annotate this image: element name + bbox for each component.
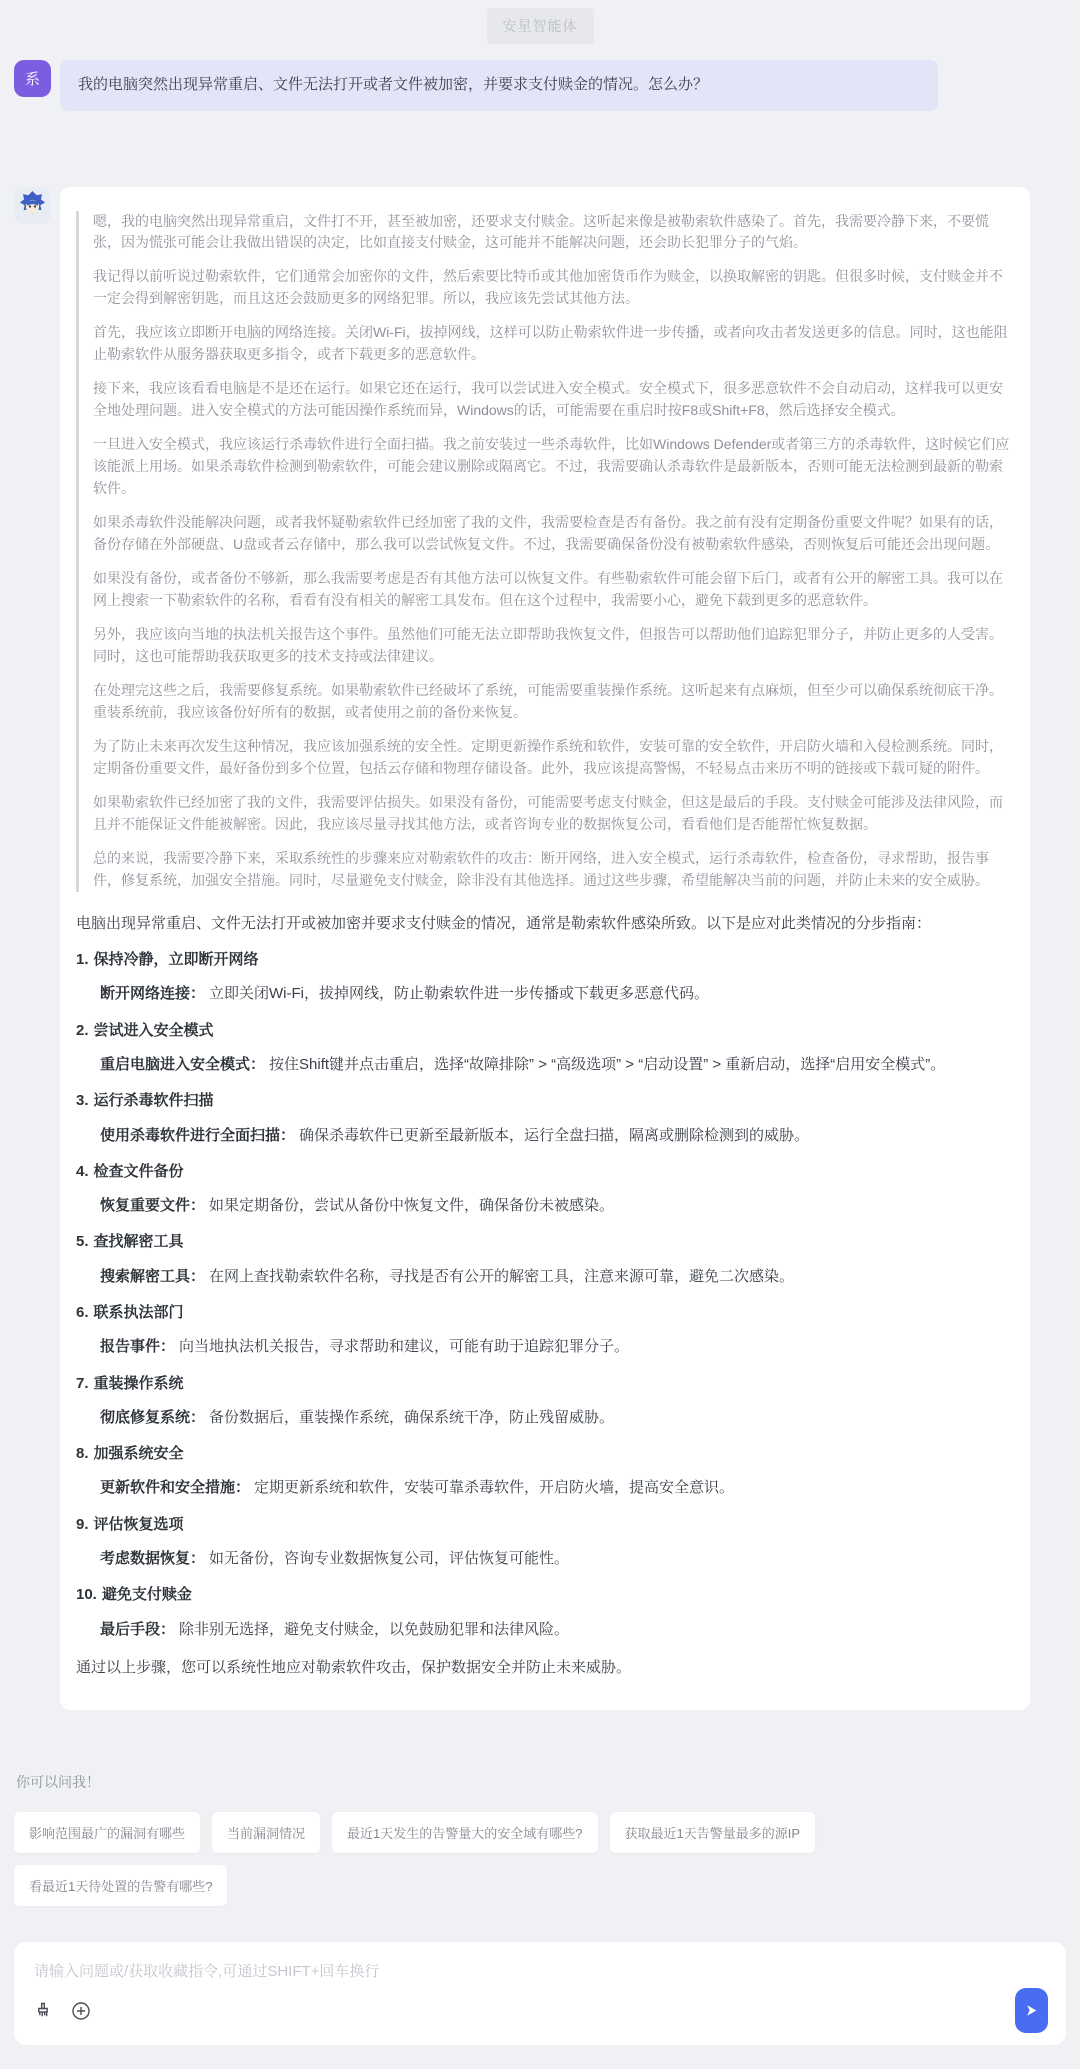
answer-step: [76, 1089, 1014, 1148]
step-description: 除非别无选择，避免支付赎金，以免鼓励犯罪和法律风险。: [179, 1620, 570, 1638]
user-message-bubble: 我的电脑突然出现异常重启、文件无法打开或者文件被加密，并要求支付赎金的情况。怎么办？: [60, 60, 938, 111]
assistant-avatar-icon: [14, 187, 51, 224]
step-title-text: 尝试进入安全模式: [93, 1021, 214, 1039]
step-title-text: 检查文件备份: [93, 1162, 184, 1180]
message-input[interactable]: [32, 1958, 1048, 1982]
step-body: [100, 1406, 1014, 1430]
answer-step: [76, 1019, 1014, 1078]
step-title: [76, 948, 1014, 972]
step-body: [100, 1335, 1014, 1359]
step-description: 如果定期备份，尝试从备份中恢复文件，确保备份未被感染。: [209, 1197, 615, 1215]
thinking-paragraph: 首先，我应该立即断开电脑的网络连接。关闭Wi-Fi，拔掉网线，这样可以防止勒索软件进一步传播，或者向攻击者发送更多的信息。同时，这也能阻止勒索软件从服务器获取更多指令，或者下载更多的恶意软件。: [93, 324, 1008, 363]
composer: [14, 1942, 1066, 2045]
step-label: 考虑数据恢复：: [100, 1550, 206, 1568]
step-title-text: 查找解密工具: [93, 1233, 184, 1251]
thinking-paragraph: 在处理完这些之后，我需要修复系统。如果勒索软件已经破坏了系统，可能需要重装操作系统。这听起来有点麻烦，但至少可以确保系统彻底干净。重装系统前，我应该备份好所有的数据，或者使用之前的备份来恢复。: [93, 681, 1003, 720]
step-label: 恢复重要文件：: [100, 1197, 206, 1215]
step-title-text: 联系执法部门: [93, 1303, 184, 1321]
agent-title-badge: 安星智能体: [487, 8, 594, 44]
answer-step: [76, 1583, 1014, 1642]
step-title: [76, 1089, 1014, 1113]
step-title-text: 保持冷静，立即断开网络: [93, 951, 259, 969]
step-body: [100, 1547, 1014, 1571]
step-number: 3.: [76, 1092, 89, 1110]
step-description: 备份数据后，重装操作系统，确保系统干净，防止残留威胁。: [209, 1408, 615, 1426]
suggested-question-chip[interactable]: 影响范围最广的漏洞有哪些: [14, 1812, 200, 1853]
step-description: 如无备份，咨询专业数据恢复公司，评估恢复可能性。: [209, 1550, 570, 1568]
answer-step: [76, 1230, 1014, 1289]
step-title-text: 重装操作系统: [93, 1374, 184, 1392]
step-description: 定期更新系统和软件，安装可靠杀毒软件，开启防火墙，提高安全意识。: [254, 1479, 735, 1497]
thinking-paragraph: 一旦进入安全模式，我应该运行杀毒软件进行全面扫描。我之前安装过一些杀毒软件，比如Windows Defender或者第三方的杀毒软件，这时候它们应该能派上用场。如果杀毒软件检测到勒索软件，可能会建议删除或隔离它。不过，我需要确认杀毒软件是最新版本，否则可能无法检测到最新的勒索软件。: [93, 436, 1010, 497]
suggested-question-chip[interactable]: 获取最近1天告警量最多的源IP: [610, 1812, 816, 1853]
step-body: [100, 1265, 1014, 1289]
step-body: [100, 982, 1014, 1006]
assistant-message-row: [14, 187, 1066, 1711]
step-number: 6.: [76, 1303, 89, 1321]
answer-step: [76, 948, 1014, 1007]
step-title: [76, 1301, 1014, 1325]
step-body: [100, 1194, 1014, 1218]
step-number: 8.: [76, 1445, 89, 1463]
step-title: [76, 1019, 1014, 1043]
step-number: 7.: [76, 1374, 89, 1392]
step-body: [100, 1476, 1014, 1500]
thinking-paragraph: 嗯，我的电脑突然出现异常重启，文件打不开，甚至被加密，还要求支付赎金。这听起来像是被勒索软件感染了。首先，我需要冷静下来，不要慌张，因为慌张可能会让我做出错误的决定，比如直接支付赎金，这可能并不能解决问题，还会助长犯罪分子的气焰。: [93, 212, 989, 251]
step-title: [76, 1372, 1014, 1396]
thinking-paragraph: 为了防止未来再次发生这种情况，我应该加强系统的安全性。定期更新操作系统和软件，安装可靠的安全软件，开启防火墙和入侵检测系统。同时，定期备份重要文件，最好备份到多个位置，包括云存储和物理存储设备。此外，我应该提高警惕，不轻易点击来历不明的链接或下载可疑的附件。: [93, 737, 1003, 776]
step-label: 最后手段：: [100, 1620, 176, 1638]
step-description: 向当地执法机关报告，寻求帮助和建议，可能有助于追踪犯罪分子。: [179, 1338, 630, 1356]
step-title: [76, 1442, 1014, 1466]
step-body: [100, 1124, 1014, 1148]
thinking-paragraph: 总的来说，我需要冷静下来，采取系统性的步骤来应对勒索软件的攻击：断开网络，进入安全模式，运行杀毒软件，检查备份，寻求帮助，报告事件，修复系统，加强安全措施。同时，尽量避免支付赎金，除非没有其他选择。通过这些步骤，希望能解决当前的问题，并防止未来的安全威胁。: [93, 849, 989, 888]
thinking-paragraph: 如果杀毒软件没能解决问题，或者我怀疑勒索软件已经加密了我的文件，我需要检查是否有备份。我之前有没有定期备份重要文件呢？如果有的话，备份存储在外部硬盘、U盘或者云存储中，那么我可以尝试恢复文件。不过，我需要确保备份没有被勒索软件感染，否则恢复后可能还会出现问题。: [93, 514, 1003, 553]
step-body: [100, 1053, 1014, 1077]
answer-step: [76, 1160, 1014, 1219]
user-avatar: 系: [14, 60, 51, 97]
thinking-paragraph: 另外，我应该向当地的执法机关报告这个事件。虽然他们可能无法立即帮助我恢复文件，但报告可以帮助他们追踪犯罪分子，并防止更多的人受害。同时，这也可能帮助我获取更多的技术支持或法律建议。: [93, 626, 1003, 664]
step-number: 1.: [76, 951, 89, 969]
send-arrow-icon: [1024, 2003, 1039, 2018]
step-description: 按住Shift键并点击重启，选择“故障排除” > “高级选项” > “启动设置” > 重新启动，选择“启用安全模式”。: [269, 1055, 946, 1073]
thinking-paragraph: 我记得以前听说过勒索软件，它们通常会加密你的文件，然后索要比特币或其他加密货币作为赎金，以换取解密的钥匙。但很多时候，支付赎金并不一定会得到解密钥匙，而且这还会鼓励更多的网络犯罪。所以，我应该先尝试其他方法。: [93, 268, 1003, 307]
step-number: 5.: [76, 1233, 89, 1251]
answer-step: [76, 1513, 1014, 1572]
step-label: 使用杀毒软件进行全面扫描：: [100, 1126, 296, 1144]
step-number: 9.: [76, 1515, 89, 1533]
step-title-text: 加强系统安全: [93, 1445, 184, 1463]
composer-toolbar: [32, 1988, 1048, 2033]
step-title-text: 避免支付赎金: [101, 1586, 192, 1604]
thinking-paragraph: 如果勒索软件已经加密了我的文件，我需要评估损失。如果没有备份，可能需要考虑支付赎金，但这是最后的手段。支付赎金可能涉及法律风险，而且并不能保证文件能被解密。因此，我应该尽量寻找其他方法，或者咨询专业的数据恢复公司，看看他们是否能帮忙恢复数据。: [93, 793, 1003, 832]
step-label: 搜索解密工具：: [100, 1267, 206, 1285]
step-description: 在网上查找勒索软件名称，寻找是否有公开的解密工具，注意来源可靠，避免二次感染。: [209, 1267, 795, 1285]
step-title: [76, 1160, 1014, 1184]
step-number: 4.: [76, 1162, 89, 1180]
step-label: 更新软件和安全措施：: [100, 1479, 251, 1497]
header: [14, 8, 1066, 44]
step-number: 2.: [76, 1021, 89, 1039]
user-message-row: [14, 60, 1066, 111]
assistant-message-card: [60, 187, 1030, 1711]
answer-closing: 通过以上步骤，您可以系统性地应对勒索软件攻击，保护数据安全并防止未来威胁。: [76, 1658, 632, 1676]
step-description: 确保杀毒软件已更新至最新版本，运行全盘扫描，隔离或删除检测到的威胁。: [299, 1126, 810, 1144]
send-button[interactable]: [1015, 1988, 1048, 2033]
suggestion-chips: [14, 1812, 884, 1906]
thinking-paragraph: 如果没有备份，或者备份不够新，那么我需要考虑是否有其他方法可以恢复文件。有些勒索软件可能会留下后门，或者有公开的解密工具。我可以在网上搜索一下勒索软件的名称，看看有没有相关的解密工具发布。但在这个过程中，我需要小心，避免下载到更多的恶意软件。: [93, 570, 1003, 609]
thinking-paragraph: 接下来，我应该看看电脑是不是还在运行。如果它还在运行，我可以尝试进入安全模式。安全模式下，很多恶意软件不会自动启动，这样我可以更安全地处理问题。进入安全模式的方法可能因操作系统而异，Windows的话，可能需要在重启时按F8或Shift+F8，然后选择安全模式。: [93, 380, 1003, 419]
suggested-question-chip[interactable]: 看最近1天待处置的告警有哪些?: [14, 1865, 227, 1906]
step-label: 重启电脑进入安全模式：: [100, 1055, 266, 1073]
answer-intro: 电脑出现异常重启、文件无法打开或被加密并要求支付赎金的情况，通常是勒索软件感染所致。以下是应对此类情况的分步指南：: [76, 914, 932, 932]
suggestions-section: [14, 1772, 1066, 1906]
plus-circle-icon[interactable]: [70, 2000, 92, 2022]
answer-step: [76, 1442, 1014, 1501]
answer-steps: [76, 948, 1014, 1642]
step-number: 10.: [76, 1586, 97, 1604]
step-title: [76, 1230, 1014, 1254]
step-title: [76, 1583, 1014, 1607]
step-description: 立即关闭Wi-Fi，拔掉网线，防止勒索软件进一步传播或下载更多恶意代码。: [209, 985, 709, 1003]
answer-step: [76, 1372, 1014, 1431]
suggestions-title: 你可以问我！: [16, 1774, 100, 1791]
broom-icon[interactable]: [32, 2000, 54, 2022]
step-body: [100, 1618, 1014, 1642]
step-title-text: 评估恢复选项: [93, 1515, 184, 1533]
assistant-thinking-block: [76, 211, 1014, 892]
step-label: 报告事件：: [100, 1338, 176, 1356]
step-label: 断开网络连接：: [100, 985, 206, 1003]
step-title-text: 运行杀毒软件扫描: [93, 1092, 214, 1110]
suggested-question-chip[interactable]: 当前漏洞情况: [212, 1812, 320, 1853]
step-label: 彻底修复系统：: [100, 1408, 206, 1426]
step-title: [76, 1513, 1014, 1537]
answer-step: [76, 1301, 1014, 1360]
suggested-question-chip[interactable]: 最近1天发生的告警量大的安全域有哪些?: [332, 1812, 597, 1853]
